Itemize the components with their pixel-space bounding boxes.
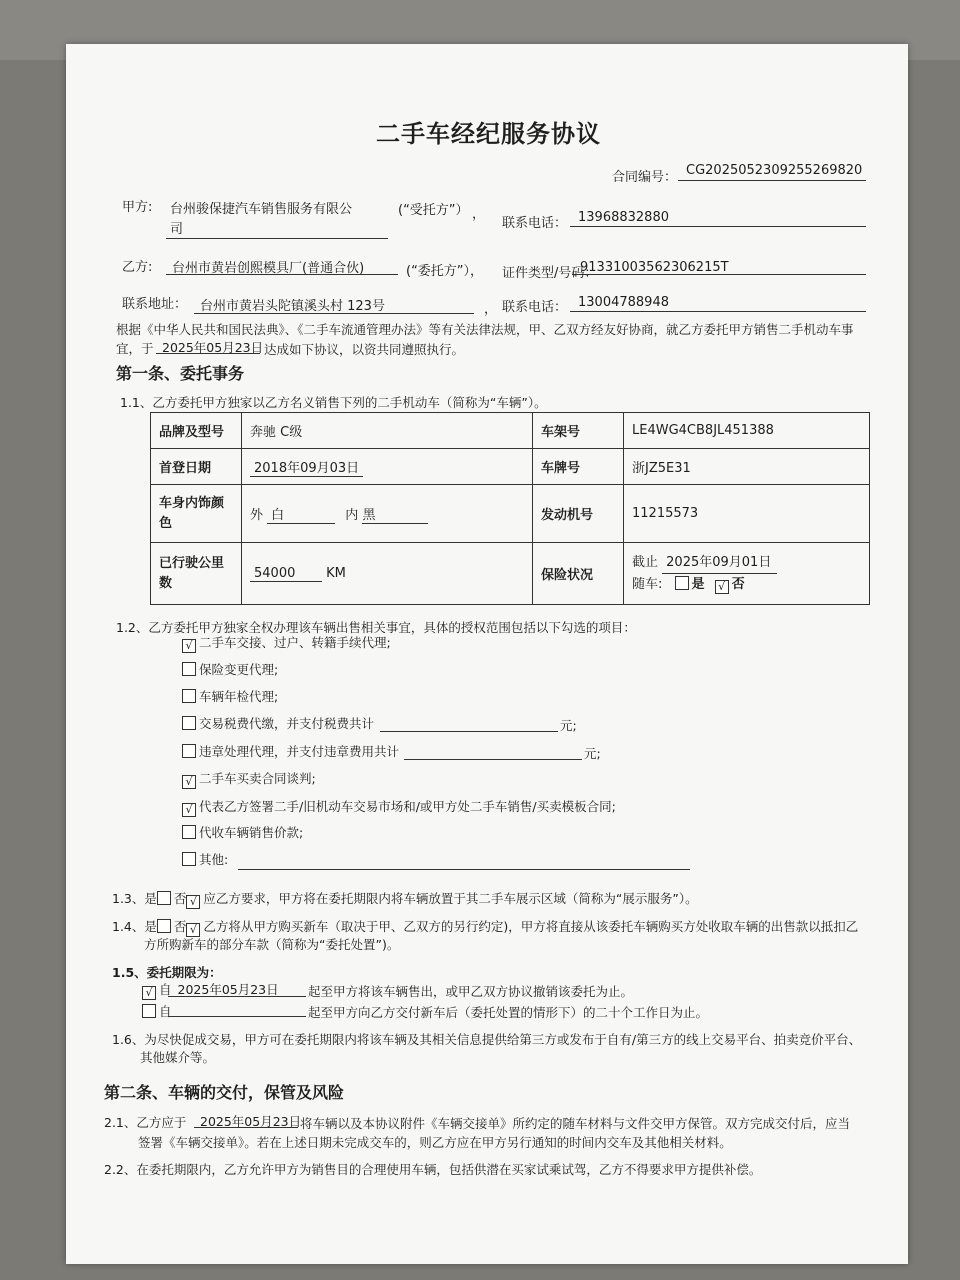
underline — [194, 1127, 298, 1128]
insurance-yes-label: 是 — [691, 577, 705, 592]
clause-1-1: 1.1、乙方委托甲方独家以乙方名义销售下列的二手机动车（简称为“车辆”）。 — [120, 395, 547, 410]
document-title: 二手车经纪服务协议 — [376, 120, 601, 148]
section1-heading: 第一条、委托事务 — [116, 364, 245, 383]
clause-1-4-no-checkbox[interactable]: √ — [186, 923, 200, 937]
party-a-phone-label: 联系电话： — [502, 216, 568, 231]
underline — [678, 180, 866, 181]
mileage-value: 54000 — [250, 566, 322, 582]
underline — [570, 311, 866, 312]
clause-1-2: 1.2、乙方委托甲方独家全权办理该车辆出售相关事宜，具体的授权范围包括以下勾选的项目： — [116, 620, 636, 635]
vin-value: LE4WG4CB8JL451388 — [624, 413, 870, 449]
option-9-checkbox[interactable] — [182, 852, 196, 866]
inner-color-label: 内 — [345, 507, 359, 523]
color-cell — [242, 485, 533, 543]
tax-amount-field[interactable] — [380, 731, 558, 732]
clause-1-6-line1: 1.6、为尽快促成交易，甲方可在委托期限内将该车辆及其相关信息提供给第三方或发布于自有/第三方的线上交易平台、拍卖竞价平台、 — [112, 1032, 862, 1047]
party-b-label: 乙方: — [122, 260, 153, 275]
option-2 — [182, 660, 278, 678]
clause-1-5-label: 1.5、委托期限为： — [112, 965, 222, 980]
option-3-label: 车辆年检代理; — [199, 689, 279, 704]
insurance-date-row — [632, 552, 861, 574]
plate-value: 浙JZ5E31 — [624, 449, 870, 485]
underline — [570, 226, 866, 227]
table-row — [151, 485, 870, 543]
party-b-role: (“委托方”）， — [406, 264, 484, 279]
party-b-addr-label: 联系地址： — [122, 297, 188, 312]
clause-2-2: 2.2、在委托期限内，乙方允许甲方为销售目的合理使用车辆，包括供潜在买家试乘试驾，乙方不得要求甲方提供补偿。 — [104, 1162, 762, 1177]
clause-1-4-yes-checkbox[interactable] — [157, 919, 171, 933]
violation-amount-field[interactable] — [404, 759, 582, 760]
clause-1-3-prefix: 1.3、是 — [112, 891, 157, 906]
brand-label: 品牌及型号 — [151, 413, 242, 449]
table-row — [151, 413, 870, 449]
option-5 — [182, 742, 399, 760]
party-a-label: 甲方: — [122, 200, 153, 215]
table-row — [151, 449, 870, 485]
insurance-date: 2025年09月01日 — [662, 552, 777, 574]
clause-2-1-a: 2.1、乙方应于 — [104, 1115, 187, 1130]
clause-1-3 — [112, 889, 698, 909]
party-b-phone-label: 联系电话： — [502, 300, 568, 315]
clause-1-4-text: 乙方将从甲方购买新车（取决于甲、乙双方的另行约定)，甲方将直接从该委托车辆购买方处收取车辆的出售款以抵扣乙 — [203, 919, 859, 934]
party-a-name-line1: 台州骏保捷汽车销售服务有限公 — [170, 202, 353, 217]
term-option-2-text: 起至甲方向乙方交付新车后（委托处置的情形下）的二十个工作日为止。 — [308, 1005, 709, 1020]
reg-date-cell — [242, 449, 533, 485]
term-option-1-text: 起至甲方将该车辆售出，或甲乙双方协议撤销该委托为止。 — [308, 984, 634, 999]
insurance-follow-row — [632, 574, 861, 595]
insurance-label: 保险状况 — [533, 543, 624, 605]
clause-1-4 — [112, 917, 858, 937]
table-row — [151, 543, 870, 605]
term-option-2-date-field[interactable] — [168, 1016, 306, 1017]
clause-2-1-b: 将车辆以及本协议附件《车辆交接单》所约定的随车材料与文件交甲方保管。双方完成交付后，应当 — [300, 1116, 851, 1131]
option-1 — [182, 633, 391, 653]
term-option-2 — [142, 1002, 172, 1020]
mileage-cell — [242, 543, 533, 605]
reg-date-value: 2018年09月03日 — [250, 457, 363, 477]
insurance-yes-checkbox[interactable] — [675, 576, 689, 590]
clause-2-1-date: 2025年05月23日 — [200, 1114, 302, 1129]
mileage-label: 已行驶公里数 — [151, 543, 242, 605]
preamble-line1: 根据《中华人民共和国民法典》、《二手车流通管理办法》等有关法律法规，甲、乙双方经友好协商，就乙方委托甲方销售二手机动车事 — [116, 322, 854, 337]
underline — [194, 313, 474, 314]
option-5-checkbox[interactable] — [182, 744, 196, 758]
clause-1-6-line2: 其他媒介等。 — [140, 1050, 216, 1065]
option-1-label: 二手车交接、过户、转籍手续代理; — [199, 635, 391, 650]
option-4-checkbox[interactable] — [182, 716, 196, 730]
preamble-date: 2025年05月23日 — [162, 340, 264, 355]
vehicle-table — [150, 412, 870, 605]
contract-no: CG20250523092552​69820 — [686, 163, 863, 178]
vin-label: 车架号 — [533, 413, 624, 449]
vehicle-table-wrapper — [150, 412, 872, 608]
term-option-1-from: 自 — [159, 982, 172, 997]
party-b-name: 台州市黄岩创熙模具厂(普通合伙) — [172, 261, 365, 276]
option-4 — [182, 714, 374, 732]
outer-color-label: 外 — [250, 507, 264, 523]
insurance-follow-label: 随车: — [632, 577, 663, 592]
clause-2-1-line2: 签署《车辆交接单》。若在上述日期未完成交车的，则乙方应在甲方另行通知的时间内交车及其他相关材料。 — [138, 1135, 732, 1150]
brand-value: 奔驰 C级 — [242, 413, 533, 449]
underline — [166, 274, 398, 275]
underline — [166, 238, 388, 239]
color-label: 车身内饰颜色 — [151, 485, 242, 543]
term-option-1-checkbox[interactable]: √ — [142, 986, 156, 1000]
option-5-suffix: 元; — [584, 746, 601, 761]
option-8 — [182, 823, 303, 841]
engine-label: 发动机号 — [533, 485, 624, 543]
inner-color-value: 黑 — [362, 504, 428, 524]
option-7-label: 代表乙方签署二手/旧机动车交易市场和/或甲方处二手车销售/买卖模板合同; — [199, 799, 616, 814]
term-option-1 — [142, 980, 279, 1000]
other-field[interactable] — [238, 869, 690, 870]
mileage-unit: KM — [326, 565, 346, 581]
option-8-label: 代收车辆销售价款; — [199, 825, 304, 840]
insurance-until-label: 截止 — [632, 555, 659, 570]
option-8-checkbox[interactable] — [182, 825, 196, 839]
underline — [572, 274, 866, 275]
underline — [168, 996, 306, 997]
preamble-line2-a: 宜，于 — [116, 341, 154, 356]
clause-1-4-no: 否 — [173, 919, 187, 934]
option-2-checkbox[interactable] — [182, 662, 196, 676]
insurance-no-checkbox[interactable]: √ — [715, 580, 729, 594]
party-a-role: (“受托方”） — [398, 203, 469, 218]
party-b-phone: 13004788948 — [578, 295, 669, 310]
clause-1-4-line2: 方所购新车的部分车款（简称为“委托处置”)。 — [144, 937, 400, 952]
party-b-comma: ， — [484, 302, 498, 317]
option-6-checkbox[interactable]: √ — [182, 775, 196, 789]
insurance-cell — [624, 543, 870, 605]
option-3-checkbox[interactable] — [182, 689, 196, 703]
engine-value: 11215573 — [624, 485, 870, 543]
clause-1-3-no: 否 — [173, 891, 187, 906]
party-a-phone: 13968832880 — [578, 210, 669, 225]
option-3 — [182, 687, 278, 705]
option-4-label: 交易税费代缴，并支付税费共计 — [199, 716, 375, 731]
term-option-1-date: 2025年05月23日 — [177, 982, 279, 997]
section2-heading: 第二条、车辆的交付，保管及风险 — [104, 1083, 345, 1102]
term-option-2-from: 自 — [159, 1004, 172, 1019]
underline — [156, 353, 260, 354]
option-7-checkbox[interactable]: √ — [182, 803, 196, 817]
party-a-name-line2: 司 — [170, 222, 184, 237]
option-4-suffix: 元; — [560, 718, 577, 733]
option-9 — [182, 850, 228, 868]
plate-label: 车牌号 — [533, 449, 624, 485]
term-option-2-checkbox[interactable] — [142, 1004, 156, 1018]
option-6-label: 二手车买卖合同谈判; — [199, 771, 316, 786]
option-2-label: 保险变更代理; — [199, 662, 279, 677]
party-a-comma: ， — [472, 207, 486, 222]
clause-1-3-no-checkbox[interactable]: √ — [186, 895, 200, 909]
party-b-id: 91331003562306215T — [580, 260, 729, 275]
option-9-label: 其他: — [199, 852, 229, 867]
option-6 — [182, 769, 316, 789]
insurance-no-label: 否 — [731, 577, 745, 592]
option-5-label: 违章处理代理，并支付违章费用共计 — [199, 744, 400, 759]
party-b-id-label: 证件类型/号码： — [502, 266, 598, 281]
clause-1-3-yes-checkbox[interactable] — [157, 891, 171, 905]
contract-no-label: 合同编号： — [612, 170, 678, 185]
reg-date-label: 首登日期 — [151, 449, 242, 485]
party-b-addr: 台州市黄岩头陀镇溪头村 123号 — [200, 299, 385, 314]
clause-1-3-text: 应乙方要求，甲方将在委托期限内将车辆放置于其二手车展示区域（简称为“展示服务”）。 — [203, 891, 698, 906]
option-7 — [182, 797, 616, 817]
preamble-line2-b: 达成如下协议，以资共同遵照执行。 — [264, 342, 465, 357]
option-1-checkbox[interactable]: √ — [182, 639, 196, 653]
clause-1-4-prefix: 1.4、是 — [112, 919, 157, 934]
outer-color-value: 白 — [267, 504, 335, 524]
